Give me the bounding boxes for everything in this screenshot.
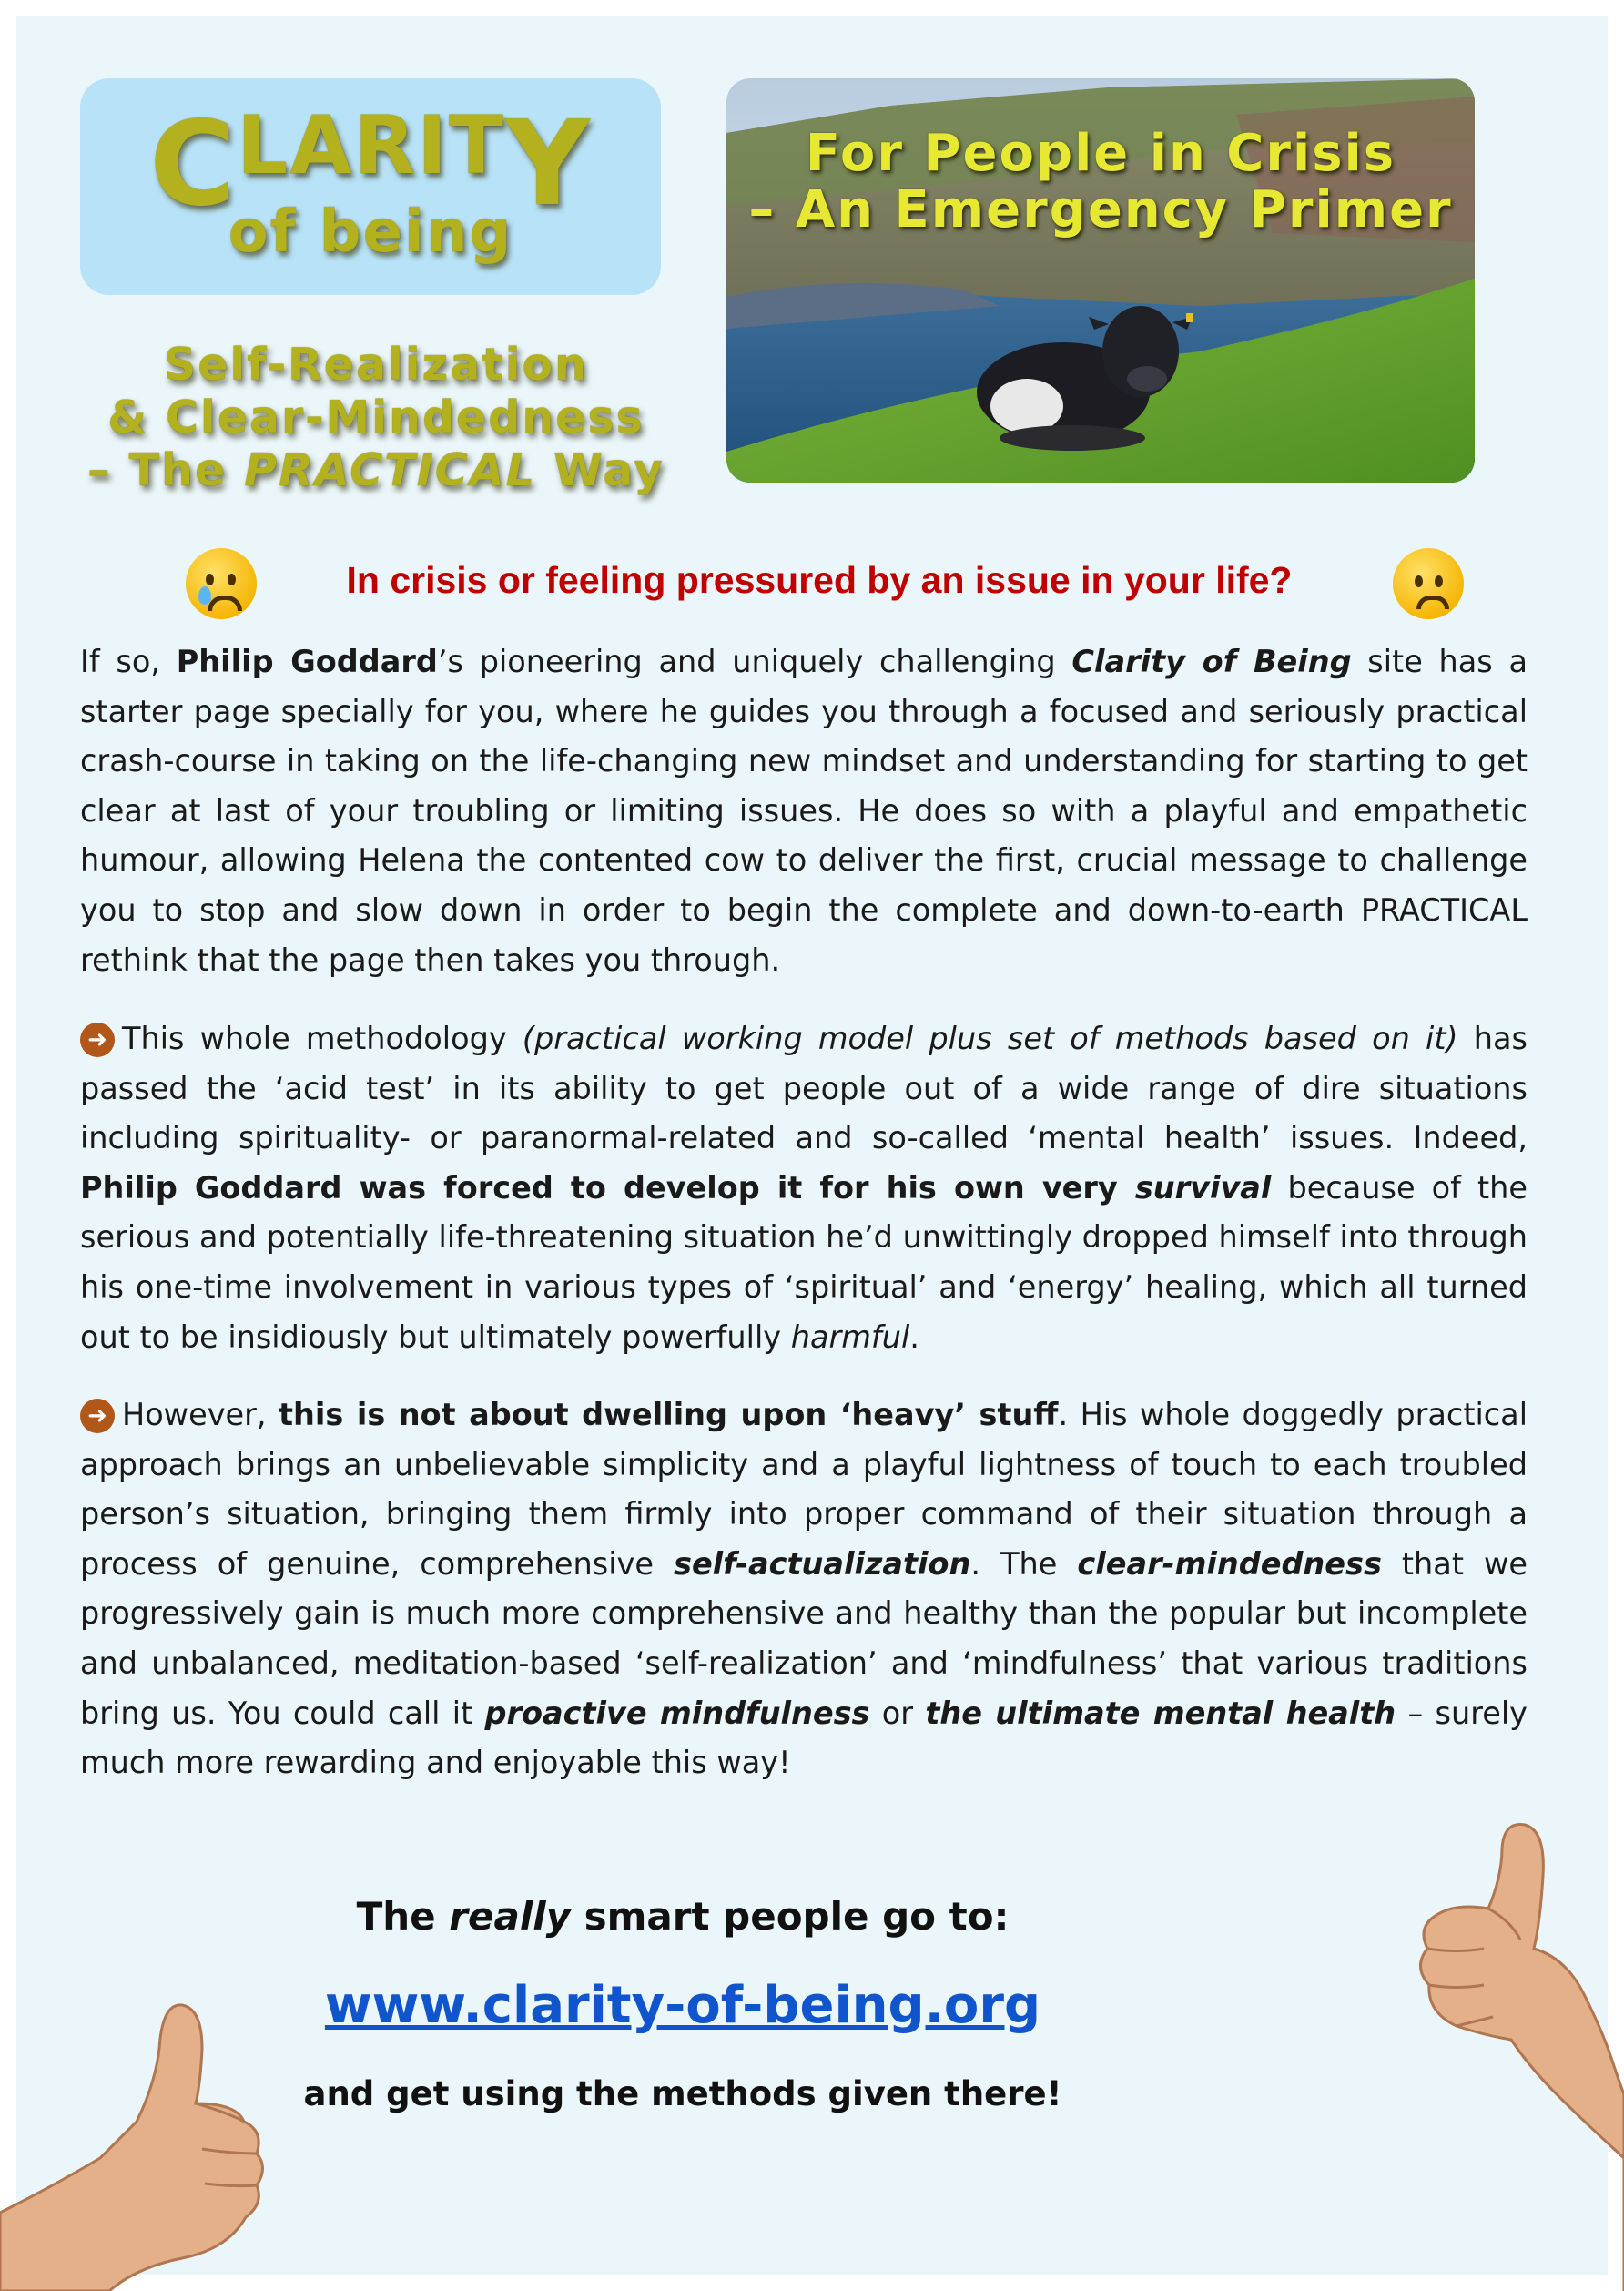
- approach-paragraph: ➜ However, this is not about dwelling upon ‘heavy’ stuff. His whole doggedly practical approach brings an unbelievable simplicity and a playful lightness of touch to each troubled person’s situation, bringing them firmly into proper command of their situation through a process of genuine, comprehensive self-actualization. The clear-mindedness that we progressively gain is much more comprehensive and healthy than the popular but incomplete and unbalanced, meditation-based ‘self-realization’ and ‘mindfulness’ that various traditions bring us. You could call it proactive mindfulness or the ultimate mental health – surely much more rewarding and enjoyable this way!: [80, 1397, 1528, 1781]
- tagline-line-2: & Clear-Mindedness: [107, 392, 645, 443]
- logo-letter-c: C: [149, 97, 238, 232]
- tagline-line-3: – The PRACTICAL Way: [87, 444, 665, 496]
- tagline-line-1: Self-Realization: [163, 339, 589, 391]
- arrow-right-icon: ➜: [80, 1399, 115, 1433]
- thumbs-up-left-icon: [0, 1985, 291, 2291]
- logo: [80, 78, 661, 295]
- cta-line-3: and get using the methods given there!: [303, 2074, 1062, 2113]
- methodology-paragraph: ➜ This whole methodology (practical working model plus set of methods based on it) has passed the ‘acid test’ in its ability to get people out of a wide range of dire situations including spirituality- or paranormal-related and so-called ‘mental health’ issues. Indeed, Philip Goddard was forced to develop it for his own very survival because of the serious and potentially life-threatening situation he’d unwittingly dropped himself into through his one-time involvement in various types of ‘spiritual’ and ‘energy’ healing, which all turned out to be insidiously but ultimately powerfully harmful.: [80, 1021, 1528, 1355]
- arrow-right-icon: ➜: [80, 1023, 115, 1057]
- cta-line-1: The really smart people go to:: [356, 1894, 1010, 1939]
- crying-face-icon: [186, 548, 257, 619]
- tagline: [62, 339, 690, 497]
- worried-face-icon: [1393, 548, 1464, 619]
- logo-letter-y: Y: [504, 97, 592, 232]
- photo-title-line-1: For People in Crisis: [805, 124, 1396, 183]
- photo-title: [726, 126, 1475, 239]
- headline: [173, 548, 1466, 630]
- thumbs-up-right-icon: [1183, 1821, 1624, 2291]
- intro-paragraph: If so, Philip Goddard’s pioneering and uniquely challenging Clarity of Being site has a starter page specially for you, where he guides you through a focused and seriously practical crash-course in taking on the life-changing new mindset and understanding for starting to get clear at last of your troubling or limiting issues. He does so with a playful and empathetic humour, allowing Helena the contented cow to deliver the first, crucial message to challenge you to stop and slow down in order to begin the complete and down-to-earth PRACTICAL rethink that the page then takes you through.: [80, 644, 1528, 978]
- cliff-cow-photo: [726, 78, 1475, 483]
- website-link[interactable]: www.clarity-of-being.org: [324, 1976, 1041, 2035]
- cta-url: [273, 1976, 1092, 2035]
- logo-subtitle: of being: [228, 199, 513, 266]
- headline-text: In crisis or feeling pressured by an issue in your life?: [346, 559, 1293, 601]
- photo-title-line-2: – An Emergency Primer: [748, 180, 1453, 239]
- logo-letters: LARIT: [237, 98, 505, 192]
